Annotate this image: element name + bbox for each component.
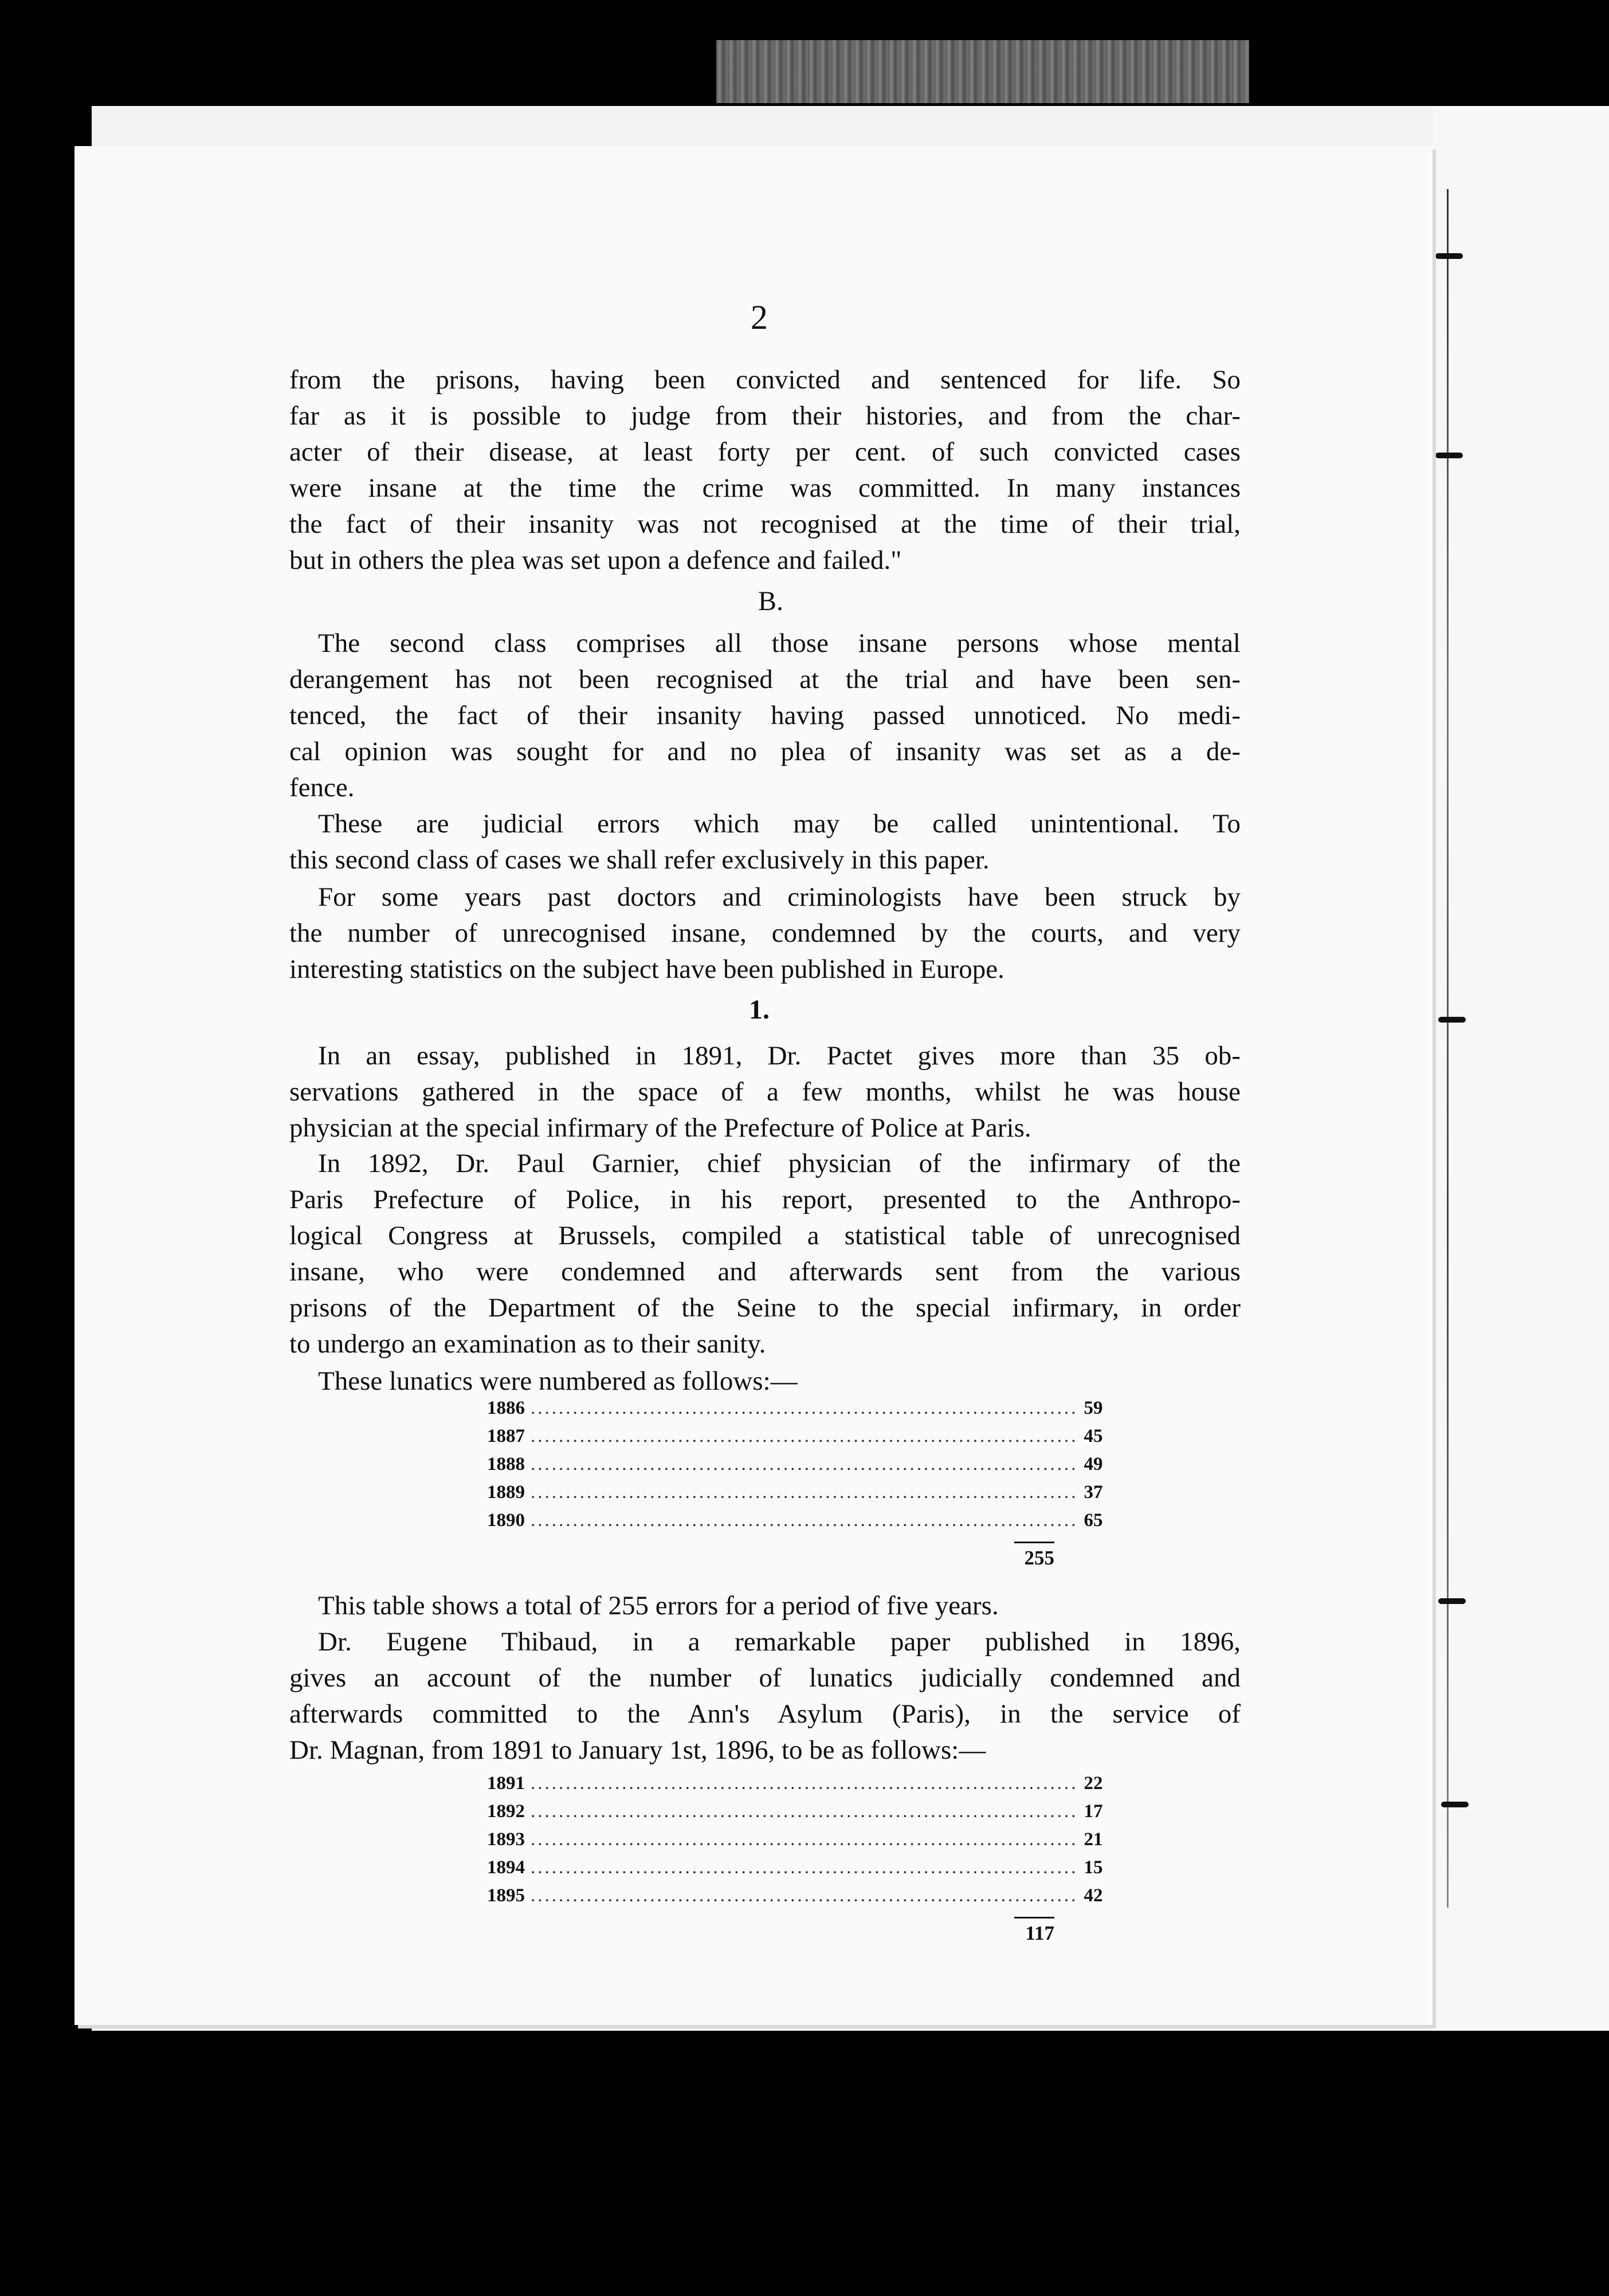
paragraph-numbered-as-follows xyxy=(289,1363,1241,1399)
page-number: 2 xyxy=(751,298,768,336)
text-line: derangement has not been recognised at the trial and have been sen- xyxy=(289,665,1241,694)
text-line: Paris Prefecture of Police, in his report, presented to the Anthropo- xyxy=(289,1185,1241,1214)
leader-dots: .............................................................................. xyxy=(531,1482,1078,1503)
table-count: 37 xyxy=(1084,1482,1103,1503)
text-line: These are judicial errors which may be called unintentional. To xyxy=(318,809,1241,839)
table-count: 45 xyxy=(1084,1426,1103,1446)
text-line: interesting statistics on the subject have been published in Europe. xyxy=(289,954,1004,984)
text-line: tenced, the fact of their insanity having passed unnoticed. No medi- xyxy=(289,701,1241,730)
text-line: cal opinion was sought for and no plea of insanity was set as a de- xyxy=(289,737,1241,766)
text-line: the number of unrecognised insane, condemned by the courts, and very xyxy=(289,918,1241,948)
table-count: 42 xyxy=(1084,1885,1103,1906)
table-total: 255 xyxy=(1024,1547,1054,1569)
leader-dots: .............................................................................. xyxy=(531,1426,1078,1446)
paragraph-pactet xyxy=(289,1038,1241,1146)
text-line: In an essay, published in 1891, Dr. Pactet gives more than 35 ob- xyxy=(318,1041,1241,1071)
leader-dots: .............................................................................. xyxy=(531,1510,1078,1531)
text-line: afterwards committed to the Ann's Asylum (Paris), in the service of xyxy=(289,1699,1241,1729)
leader-dots: .............................................................................. xyxy=(531,1773,1078,1794)
text-line: Dr. Eugene Thibaud, in a remarkable paper published in 1896, xyxy=(318,1627,1241,1657)
table-row xyxy=(487,1773,1103,1801)
text-line: this second class of cases we shall refer exclusively in this paper. xyxy=(289,845,990,875)
leader-dots: .............................................................................. xyxy=(531,1829,1078,1850)
paragraph-judicial-errors xyxy=(289,806,1241,878)
paragraph-continuation xyxy=(289,362,1241,579)
text-line: acter of their disease, at least forty per cent. of such convicted cases xyxy=(289,437,1241,467)
table-year: 1894 xyxy=(487,1857,525,1878)
edge-mark xyxy=(1441,1802,1469,1807)
right-margin xyxy=(1433,106,1609,2031)
text-line: The second class comprises all those insane persons whose mental xyxy=(318,628,1241,658)
edge-mark xyxy=(1438,1598,1466,1604)
table-count: 22 xyxy=(1084,1773,1103,1794)
leader-dots: .............................................................................. xyxy=(531,1801,1078,1822)
table-year: 1886 xyxy=(487,1398,525,1418)
table-row xyxy=(487,1454,1103,1482)
text-line: were insane at the time the crime was committed. In many instances xyxy=(289,473,1241,503)
leader-dots: .............................................................................. xyxy=(531,1885,1078,1906)
paragraph-garnier xyxy=(289,1146,1241,1362)
text-line: fence. xyxy=(289,773,355,803)
text-line: prisons of the Department of the Seine to the special infirmary, in order xyxy=(289,1293,1241,1323)
leader-dots: .............................................................................. xyxy=(531,1857,1078,1878)
section-heading-b: B. xyxy=(758,586,783,616)
text-line: the fact of their insanity was not recognised at the time of their trial, xyxy=(289,509,1241,539)
text-line: This table shows a total of 255 errors for a period of five years. xyxy=(318,1591,999,1621)
page-edge-line xyxy=(1447,189,1449,1908)
table-thibaud xyxy=(487,1773,1103,1945)
text-line: In 1892, Dr. Paul Garnier, chief physician of the infirmary of the xyxy=(318,1149,1241,1178)
leader-dots: .............................................................................. xyxy=(531,1454,1078,1475)
table-row xyxy=(487,1398,1103,1426)
table-year: 1892 xyxy=(487,1801,525,1822)
table-garnier xyxy=(487,1398,1103,1570)
table-row xyxy=(487,1510,1103,1538)
edge-mark xyxy=(1435,253,1463,259)
section-heading-1: 1. xyxy=(749,994,770,1025)
table-count: 17 xyxy=(1084,1801,1103,1822)
table-row xyxy=(487,1885,1103,1913)
scan-border-strip xyxy=(716,40,1249,103)
table-year: 1893 xyxy=(487,1829,525,1850)
text-line: to undergo an examination as to their sanity. xyxy=(289,1329,766,1359)
table-year: 1890 xyxy=(487,1510,525,1531)
table-row xyxy=(487,1801,1103,1829)
table-count: 65 xyxy=(1084,1510,1103,1531)
text-line: physician at the special infirmary of the Prefecture of Police at Paris. xyxy=(289,1113,1031,1143)
table-year: 1889 xyxy=(487,1482,525,1503)
text-line: Dr. Magnan, from 1891 to January 1st, 1896, to be as follows:— xyxy=(289,1735,986,1765)
text-line: insane, who were condemned and afterwards sent from the various xyxy=(289,1257,1241,1287)
paragraph-total-errors xyxy=(289,1588,1241,1624)
table-count: 15 xyxy=(1084,1857,1103,1878)
table-year: 1887 xyxy=(487,1426,525,1446)
text-line: but in others the plea was set upon a defence and failed." xyxy=(289,545,902,575)
table-row xyxy=(487,1482,1103,1510)
table-row xyxy=(487,1426,1103,1454)
total-rule xyxy=(1014,1542,1054,1543)
text-line: These lunatics were numbered as follows:— xyxy=(318,1366,798,1396)
table-count: 21 xyxy=(1084,1829,1103,1850)
text-line: logical Congress at Brussels, compiled a statistical table of unrecognised xyxy=(289,1221,1241,1251)
leader-dots: .............................................................................. xyxy=(531,1398,1078,1418)
table-year: 1891 xyxy=(487,1773,525,1794)
text-line: servations gathered in the space of a few months, whilst he was house xyxy=(289,1077,1241,1107)
paragraph-thibaud xyxy=(289,1624,1241,1768)
table-row xyxy=(487,1829,1103,1857)
table-total: 117 xyxy=(1025,1922,1054,1944)
paragraph-second-class xyxy=(289,626,1241,806)
edge-mark xyxy=(1435,453,1463,458)
table-count: 59 xyxy=(1084,1398,1103,1418)
table-year: 1895 xyxy=(487,1885,525,1906)
text-line: For some years past doctors and criminologists have been struck by xyxy=(318,882,1241,912)
edge-mark xyxy=(1438,1017,1466,1023)
text-line: gives an account of the number of lunatics judicially condemned and xyxy=(289,1663,1241,1693)
table-year: 1888 xyxy=(487,1454,525,1475)
paragraph-statistics xyxy=(289,879,1241,988)
text-line: from the prisons, having been convicted and sentenced for life. So xyxy=(289,365,1241,395)
total-rule xyxy=(1014,1917,1054,1918)
table-count: 49 xyxy=(1084,1454,1103,1475)
table-row xyxy=(487,1857,1103,1885)
text-line: far as it is possible to judge from their histories, and from the char- xyxy=(289,401,1241,431)
